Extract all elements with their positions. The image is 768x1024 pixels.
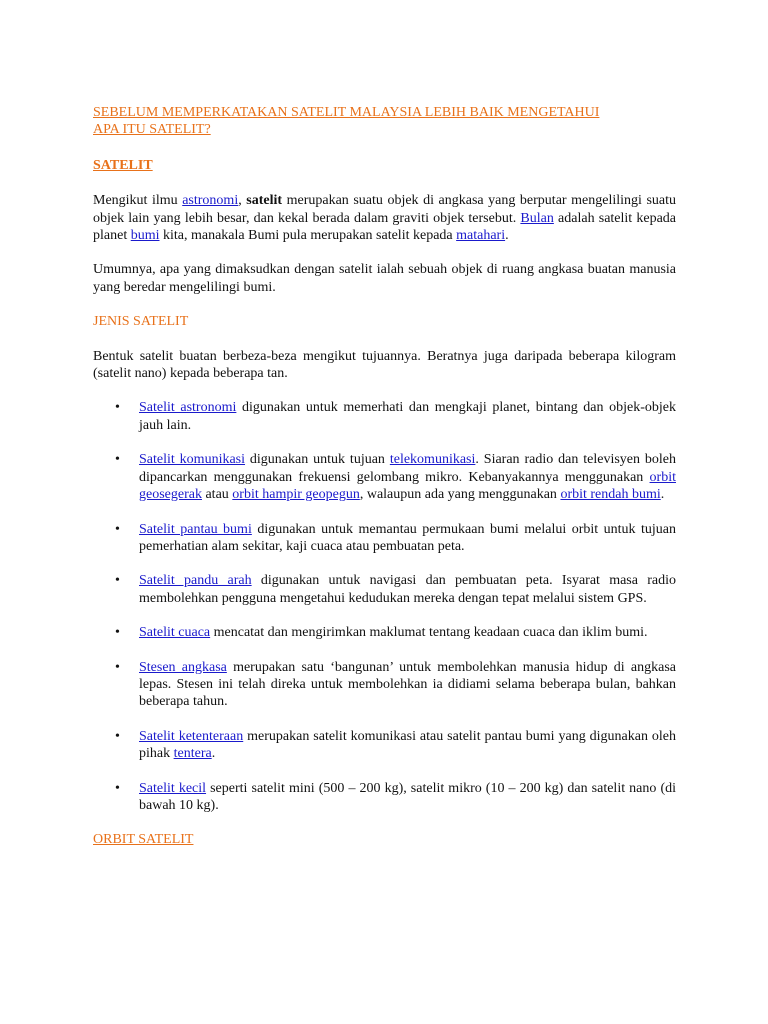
- list-item: [93, 572, 676, 607]
- list-item: [93, 451, 676, 503]
- bullet-icon: •: [115, 400, 120, 416]
- link-satelit-pantau-bumi[interactable]: Satelit pantau bumi: [139, 521, 252, 537]
- list-item: [93, 399, 676, 434]
- bullet-icon: •: [115, 452, 120, 468]
- link-satelit-komunikasi[interactable]: Satelit komunikasi: [139, 452, 246, 468]
- item-1-text: digunakan untuk memerhati dan mengkaji planet, bintang dan objek-objek jauh lain.: [139, 400, 676, 433]
- link-telekomunikasi[interactable]: telekomunikasi: [389, 452, 476, 468]
- section-satelit-text: SATELIT: [93, 157, 153, 173]
- paragraph-definition: [93, 192, 676, 244]
- section-jenis-text: JENIS SATELIT: [93, 314, 189, 330]
- link-orbit-rendah-bumi[interactable]: orbit rendah bumi: [560, 487, 661, 503]
- bullet-icon: •: [115, 521, 120, 537]
- p1-bold-satelit: satelit: [246, 193, 283, 209]
- item-7-text-a: merupakan satelit komunikasi atau satelit pantau bumi yang digunakan oleh pihak: [139, 728, 676, 762]
- document-content: [93, 104, 676, 849]
- list-item: [93, 624, 676, 641]
- bullet-icon: •: [115, 625, 120, 641]
- link-matahari[interactable]: matahari: [456, 228, 506, 244]
- list-item: [93, 780, 676, 815]
- p1-text-f: .: [505, 228, 509, 244]
- section-heading-satelit: [93, 157, 676, 174]
- list-item: [93, 659, 676, 711]
- item-2-text-d: , walaupun ada yang menggunakan: [359, 487, 561, 503]
- link-orbit-geosegerak[interactable]: orbit geosegerak: [139, 469, 676, 503]
- item-5-text: mencatat dan mengirimkan maklumat tentang keadaan cuaca dan iklim bumi.: [210, 625, 648, 641]
- title-line-1: SEBELUM MEMPERKATAKAN SATELIT MALAYSIA LEBIH BAIK MENGETAHUI: [93, 105, 600, 120]
- link-tentera[interactable]: tentera: [173, 746, 212, 762]
- section-orbit-text: ORBIT SATELIT: [93, 832, 194, 848]
- item-7-text-b: .: [211, 746, 216, 762]
- link-satelit-cuaca[interactable]: Satelit cuaca: [139, 625, 211, 641]
- item-4-text: digunakan untuk navigasi dan pembuatan peta. Isyarat masa radio membolehkan pengguna mengetahui kedudukan mereka dengan tepat melalui sistem GPS.: [139, 573, 677, 606]
- item-2-text-b: . Siaran radio dan televisyen boleh dipancarkan menggunakan frekuensi gelombang mikro. Kebanyakannya menggunakan: [139, 452, 677, 485]
- link-satelit-kecil[interactable]: Satelit kecil: [139, 780, 207, 796]
- item-6-text: merupakan satu ‘bangunan’ untuk membolehkan manusia hidup di angkasa lepas. Stesen ini telah direka untuk membolehkan ia didiami selama beberapa bulan, bahkan beberapa tahun.: [139, 659, 676, 710]
- list-item: [93, 521, 676, 556]
- link-bulan[interactable]: Bulan: [520, 210, 554, 226]
- link-satelit-pandu-arah[interactable]: Satelit pandu arah: [139, 573, 252, 589]
- bullet-icon: •: [115, 780, 120, 796]
- item-8-text: seperti satelit mini (500 – 200 kg), satelit mikro (10 – 200 kg) dan satelit nano (di bawah 10 kg).: [139, 780, 676, 813]
- item-2-text-a: digunakan untuk tujuan: [245, 452, 390, 468]
- bullet-icon: •: [115, 573, 120, 589]
- title-line-2: APA ITU SATELIT?: [93, 122, 211, 138]
- link-satelit-ketenteraan[interactable]: Satelit ketenteraan: [139, 728, 244, 744]
- paragraph-bentuk: Bentuk satelit buatan berbeza-beza mengikut tujuannya. Beratnya juga daripada beberapa kilogram (satelit nano) kepada beberapa tan.: [93, 348, 676, 382]
- item-3-text: digunakan untuk memantau permukaan bumi melalui orbit untuk tujuan pemerhatian alam sekitar, kaji cuaca atau pembuatan peta.: [139, 521, 676, 554]
- p1-text-a: Mengikut ilmu: [93, 193, 183, 209]
- paragraph-umumnya: Umumnya, apa yang dimaksudkan dengan satelit ialah sebuah objek di ruang angkasa buatan manusia yang beredar mengelilingi bumi.: [93, 262, 676, 295]
- satellite-types-list: [93, 399, 676, 814]
- p1-text-c: merupakan suatu objek di angkasa yang berputar mengelilingi suatu objek lain yang lebih besar, dan kekal berada dalam graviti objek tersebut.: [93, 193, 676, 226]
- section-heading-jenis: [93, 313, 676, 330]
- p1-text-d: adalah satelit kepada planet: [93, 210, 676, 244]
- p1-text-b: ,: [238, 193, 247, 209]
- item-2-text-c: atau: [201, 487, 233, 503]
- link-bumi[interactable]: bumi: [130, 228, 160, 244]
- item-2-text-e: .: [660, 487, 665, 503]
- link-orbit-hampir-geopegun[interactable]: orbit hampir geopegun: [232, 487, 360, 503]
- link-astronomi[interactable]: astronomi: [182, 193, 239, 209]
- link-satelit-astronomi[interactable]: Satelit astronomi: [139, 400, 237, 416]
- link-stesen-angkasa[interactable]: Stesen angkasa: [139, 659, 227, 675]
- bullet-icon: •: [115, 728, 120, 744]
- p1-text-e: kita, manakala Bumi pula merupakan satelit kepada: [159, 228, 457, 244]
- page-title: [93, 104, 676, 139]
- section-heading-orbit: [93, 831, 676, 848]
- list-item: [93, 728, 676, 763]
- bullet-icon: •: [115, 659, 120, 675]
